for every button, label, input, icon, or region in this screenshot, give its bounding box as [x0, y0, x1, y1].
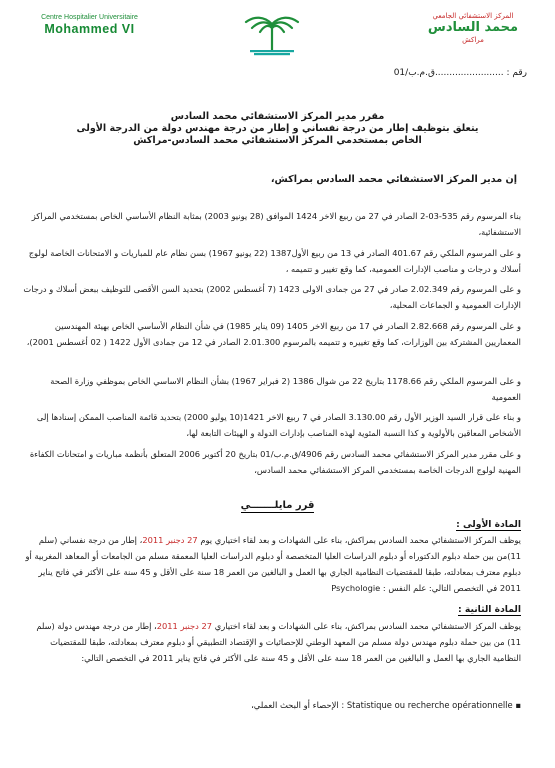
legal-basis-paragraph: و على مقرر مدير المركز الاستشفائي محمد السادس رقم 4906/ق.م.ب/01 بتاريخ 20 أكتوبر 2006 المتعلق بأنظمة مباريات و امتحانات الكفاءة المهنية لولوج الدرجات الخاصة بمستخدمي المركز الاستشفائي محمد السادس، — [29, 449, 521, 475]
logo-ar-line-1: المركز الاستشفائي الجامعي — [432, 12, 514, 20]
logo-ar-line-3: مراكش — [462, 36, 484, 44]
legal-basis-paragraph: و على المرسوم الملكي رقم 1178.66 بتاريخ 22 من شوال 1386 (2 فبراير 1967) بشأن النظام الاساسي الخاص بموظفي وزارة الصحة العمومية — [50, 376, 521, 402]
logo-line-2: Mohammed VI — [44, 22, 135, 36]
article-1-date: 27 دجنبر 2011 — [142, 535, 198, 545]
logo-ar-line-2: محمد السادس — [427, 20, 519, 35]
legal-basis-paragraph: و على المرسوم رقم 2.82.668 الصادر في 17 من ربيع الاخر 1405 (09 يناير 1985) في شأن النظام الأساسي الخاص بهيئة المهندسين المعماريين المشتركة بين الوزارات، كما وقع تغييره و تتميمه بالمرسوم 2.01.300 الصادر في 12 من جمادى الأول 1422 ( 02 أغسطس 2001)، — [26, 321, 521, 347]
decides-heading: قرر مايلـــــــي — [240, 500, 315, 511]
article-2-text: يوظف المركز الاستشفائي محمد السادس بمراكش، بناء على الشهادات و بعد لقاء اختياري 27 دجنبر 2011، إطار من درجة مهندس دولة (سلم 11) من بين حملة دبلوم مهندس دولة مسلم من المعهد الوطني للإحصائيات و الإقتصاد التطبيقي أو دبلوم معترف بمعادلته، طبقا للمقتضيات النظامية الجاري بها العمل و البالغين من العمر 18 سنة على الأقل و 45 سنة على الأكثر في فاتح يناير 2011 في التخصص التالي: — [36, 621, 521, 663]
decision-title-1: مقرر مدير المركز الاستشفائي محمد السادس — [170, 111, 385, 122]
article-2-title: المادة الثانية : — [458, 604, 521, 615]
reference-number: رقم : ........................ق.م.ب/01 — [393, 68, 527, 78]
article-1-text: يوظف المركز الاستشفائي محمد السادس بمراكش، بناء على الشهادات و بعد لقاء اختياري يوم 27 دجنبر 2011، إطار من درجة نفساني (سلم 11)من بين حملة دبلوم الدكتوراه أو دبلوم الدراسات العليا المتخصصة أو دبلوم الدراسات العليا المعمقة مسلم من الجامعات أو المعاهد المغربية أو دبلوم معترف بمعادلته، طبقا للمقتضيات النظامية الجاري بها العمل و البالغين من العمر 18 سنة على الأقل و 45 سنة على الأكثر في فاتح يناير 2011 في التخصص التالي: علم النفس : Psychologie — [25, 535, 521, 593]
logo-line-1: Centre Hospitalier Universitaire — [41, 14, 138, 21]
legal-basis-paragraph: بناء المرسوم رقم 535-03-2 الصادر في 27 من ربيع الاخر 1424 الموافق (28 يونيو 2003) بمثابة النظام الأساسي الخاص بمستخدمي المراكز الاستشفائية، — [31, 211, 521, 237]
legal-basis-paragraph: و على المرسوم رقم 2.02.349 صادر في 27 من جمادى الاولى 1423 (7 أغسطس 2002) بتحديد السن الأقصى للتوظيف ببعض أسلاك و درجات الإدارات العمومية و الجماعات المحلية، — [23, 284, 521, 310]
chu-logo-arabic — [413, 12, 533, 44]
decision-title-3: الخاص بمستخدمي المركز الاستشفائي محمد السادس-مراكش — [133, 135, 422, 146]
chu-logo-french — [22, 14, 157, 36]
director-preamble: إن مدير المركز الاستشفائي محمد السادس بمراكش، — [270, 174, 517, 185]
article-2-date: 27 دجنبر 2011 — [156, 621, 213, 631]
article-1-title: المادة الأولى : — [456, 519, 521, 530]
legal-basis-paragraph: و على المرسوم الملكي رقم 401.67 الصادر في 13 من ربيع الأول1387 (22 يونيو 1967) بسن نظام عام للمباريات و الامتحانات الخاصة لولوج أسلاك و درجات و مناصب الإدارات العمومية، كما وقع تغيير و تتميمه ، — [28, 248, 521, 274]
palm-emblem-icon — [236, 10, 308, 56]
article-2-specialty-bullet: ▪ Statistique ou recherche opérationnelle : الإحصاء أو البحث العملي، — [251, 700, 521, 710]
legal-basis-paragraph: و بناء على قرار السيد الوزير الأول رقم 3.130.00 الصادر في 7 ربيع الاخر 1421(10 يوليو 2000) بتحديد قائمة المناصب الممكن إسنادها إلى الأشخاص المعاقين بالأولوية و كذا النسبة المئوية لهذه المناصب بإدارات الدولة و الهيئات التابعة لها، — [36, 412, 521, 438]
decision-title-2: يتعلق بتوظيف إطار من درجة نفساني و إطار من درجة مهندس دولة من الدرجة الأولى — [76, 123, 479, 134]
